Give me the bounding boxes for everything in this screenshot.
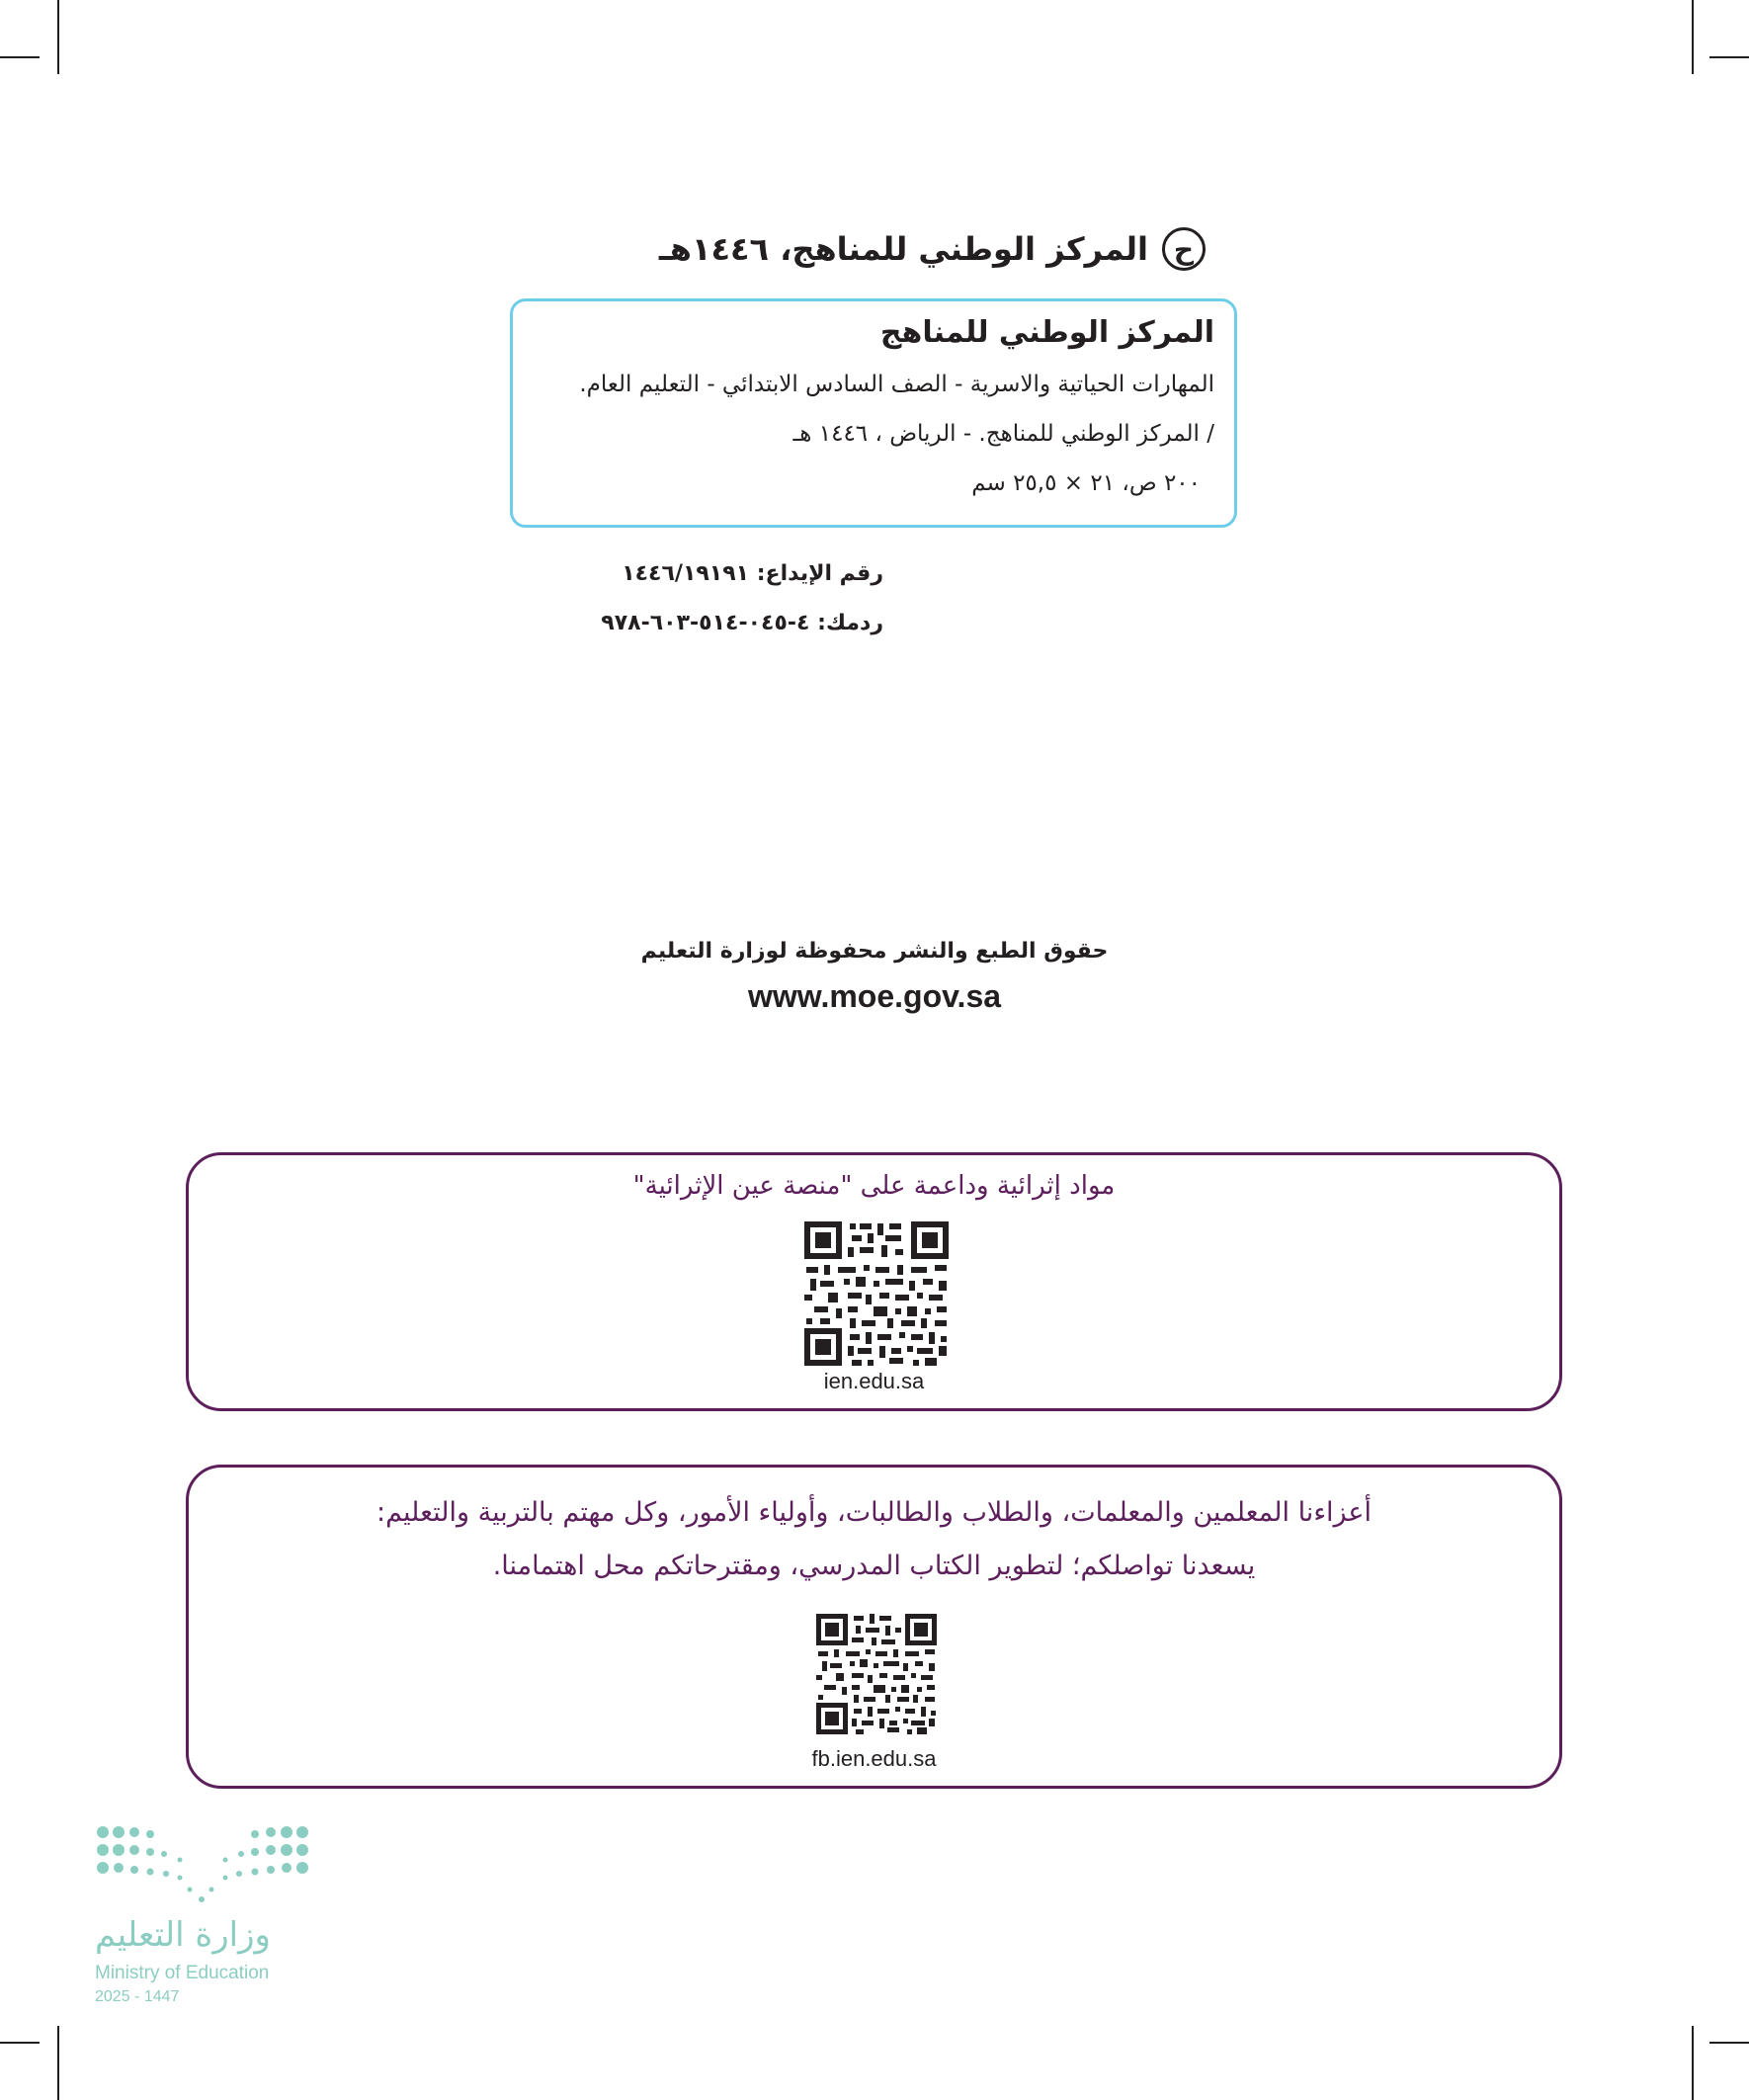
crop-mark	[0, 56, 40, 58]
feedback-link[interactable]: fb.ien.edu.sa	[811, 1746, 937, 1771]
crop-mark	[1709, 2042, 1749, 2044]
cataloging-title: المركز الوطني للمناهج	[879, 315, 1214, 350]
crop-mark	[1692, 0, 1694, 74]
crop-mark	[57, 2026, 59, 2100]
ien-qr-code[interactable]	[804, 1221, 949, 1366]
feedback-qr-code[interactable]	[816, 1614, 937, 1734]
ministry-logo	[95, 1824, 312, 2012]
deposit-number: رقم الإيداع: ١٤٤٦/١٩١٩١	[622, 561, 883, 586]
copyright-symbol-icon: ح	[1162, 227, 1206, 271]
cataloging-line: ٢٠٠ ص، ٢١ × ٢٥,٥ سم	[971, 470, 1201, 496]
crop-mark	[1709, 56, 1749, 58]
ministry-name-english: Ministry of Education	[95, 1963, 270, 1983]
cataloging-line: / المركز الوطني للمناهج. - الرياض ، ١٤٤٦ هـ	[792, 421, 1214, 447]
cataloging-line: المهارات الحياتية والاسرية - الصف السادس الابتدائي - التعليم العام.	[579, 372, 1214, 397]
crop-mark	[0, 2042, 40, 2044]
edition-year: 2025 - 1447	[95, 1988, 180, 2005]
ministry-dots-emblem-icon	[95, 1824, 312, 1913]
deposit-info	[514, 549, 883, 648]
feedback-message: يسعدنا تواصلكم؛ لتطوير الكتاب المدرسي، ومقترحاتكم محل اهتمامنا.	[492, 1551, 1256, 1581]
cataloging-box	[510, 298, 1237, 528]
rights-statement: حقوق الطبع والنشر محفوظة لوزارة التعليم	[640, 939, 1109, 964]
ministry-url-link[interactable]: www.moe.gov.sa	[747, 978, 1002, 1014]
isbn-number: ردمك: ٤-٠٤٥-٥١٤-٦٠٣-٩٧٨	[601, 611, 883, 635]
feedback-panel	[186, 1465, 1562, 1789]
copyright-text: المركز الوطني للمناهج، ١٤٤٦هـ	[658, 230, 1148, 268]
feedback-greeting: أعزاءنا المعلمين والمعلمات، والطلاب والطالبات، وأولياء الأمور، وكل مهتم بالتربية والتعليم:	[375, 1497, 1373, 1528]
ministry-name-arabic: وزارة التعليم	[95, 1915, 271, 1955]
ien-platform-panel	[186, 1152, 1562, 1411]
ien-link[interactable]: ien.edu.sa	[823, 1369, 925, 1393]
crop-mark	[1692, 2026, 1694, 2100]
copyright-line	[593, 219, 1206, 279]
crop-mark	[57, 0, 59, 74]
ien-panel-text: مواد إثرائية وداعمة على "منصة عين الإثرائية"	[632, 1171, 1116, 1201]
